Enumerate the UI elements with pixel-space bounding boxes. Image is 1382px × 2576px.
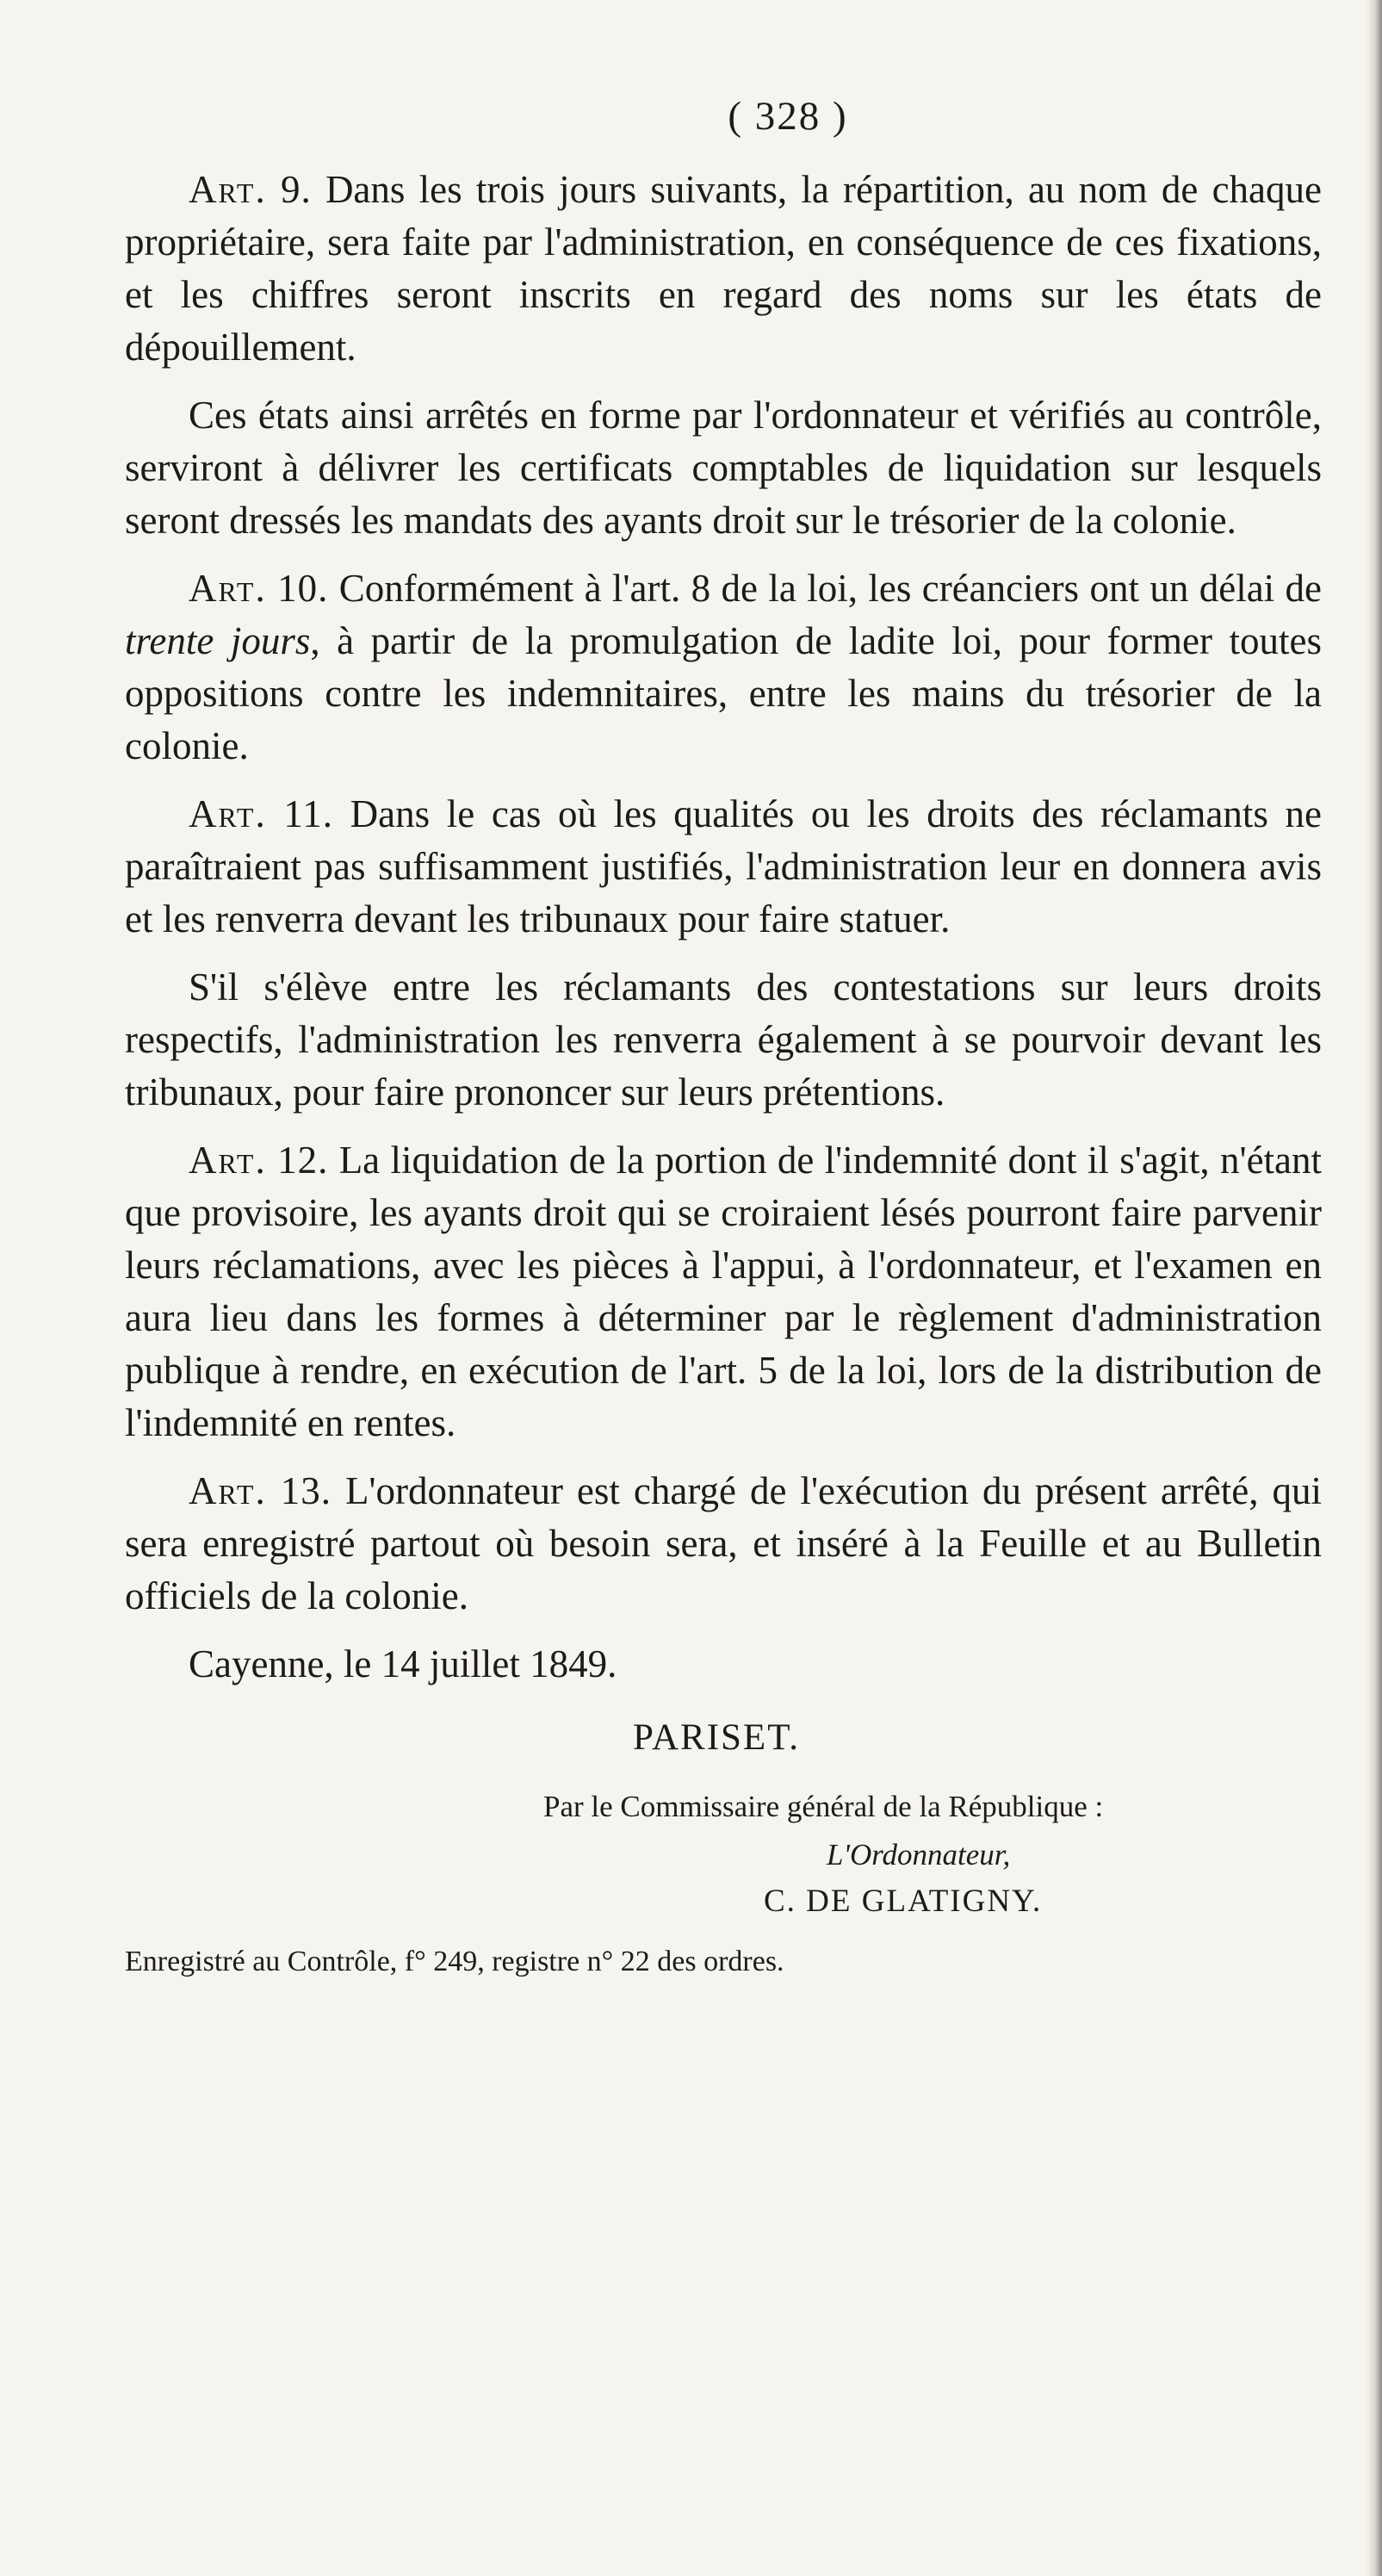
page-edge-shadow (1367, 0, 1382, 2576)
paragraph-text: Ces états ainsi arrêtés en forme par l'ordonnateur et vérifiés au contrôle, serviront à délivrer les certificats comptables de liquidation sur lesquels seront dressés les mandats des ayants droit sur le trésorier de la colonie. (125, 394, 1322, 542)
article-13-paragraph (125, 1465, 1322, 1623)
signature-by-line: Par le Commissaire général de la République : (543, 1790, 1104, 1823)
article-label: Art. (189, 168, 267, 211)
article-10-paragraph (125, 562, 1322, 773)
article-number: 13. (280, 1469, 332, 1512)
signature-name: PARISET. (633, 1717, 801, 1758)
article-label: Art. (189, 567, 267, 610)
article-9-continuation-paragraph (125, 389, 1322, 547)
article-number: 10. (277, 567, 329, 610)
article-text: Dans le cas où les qualités ou les droits des réclamants ne paraîtraient pas suffisamment justifiés, l'administration leur en donnera avis et les renverra devant les tribunaux pour faire statuer. (125, 792, 1323, 940)
article-label: Art. (189, 1139, 267, 1182)
article-text: Dans les trois jours suivants, la répartition, au nom de chaque propriétaire, sera faite par l'administration, en conséquence de ces fixations, et les chiffres seront inscrits en regard des noms sur les états de dépouillement. (125, 168, 1323, 369)
article-text: L'ordonnateur est chargé de l'exécution du présent arrêté, qui sera enregistré partout où besoin sera, et inséré à la Feuille et au Bulletin officiels de la colonie. (125, 1469, 1322, 1617)
article-9-paragraph (125, 164, 1322, 374)
signature-role-name: C. DE GLATIGNY. (764, 1884, 1043, 1919)
article-text: La liquidation de la portion de l'indemnité dont il s'agit, n'étant que provisoire, les ayants droit qui se croiraient lésés pourront faire parvenir leurs réclamations, avec les pièces à l'appui, à l'ordonnateur, et l'examen en aura lieu dans les formes à déterminer par le règlement d'administration publique à rendre, en exécution de l'art. 5 de la loi, lors de la distribution de l'indemnité en rentes. (125, 1139, 1323, 1444)
page-number: ( 328 ) (728, 94, 848, 139)
article-12-paragraph (125, 1134, 1322, 1449)
article-number: 12. (277, 1139, 329, 1182)
article-11-paragraph (125, 788, 1322, 946)
article-italic-text: trente jours (125, 619, 311, 662)
page-content (125, 93, 1322, 1978)
signature-role: L'Ordonnateur, (827, 1838, 1011, 1871)
signature-block (125, 1716, 1322, 1920)
article-text-after: , à partir de la promulgation de ladite loi, pour former toutes oppositions contre les indemnitaires, entre les mains du trésorier de la colonie. (125, 619, 1322, 767)
registration-note: Enregistré au Contrôle, f° 249, registre n° 22 des ordres. (125, 1946, 784, 1977)
dateline-text: Cayenne, le 14 juillet 1849. (189, 1642, 617, 1685)
article-text-before: Conformément à l'art. 8 de la loi, les créanciers ont un délai de (338, 567, 1323, 610)
article-11-continuation-paragraph (125, 961, 1322, 1119)
body-text (125, 164, 1322, 1691)
paragraph-text: S'il s'élève entre les réclamants des contestations sur leurs droits respectifs, l'administration les renverra également à se pourvoir devant les tribunaux, pour faire prononcer sur leurs prétentions. (125, 965, 1322, 1114)
article-label: Art. (189, 792, 267, 835)
dateline (125, 1638, 1322, 1691)
article-number: 9. (280, 168, 312, 211)
article-number: 11. (283, 792, 333, 835)
article-label: Art. (189, 1469, 267, 1512)
